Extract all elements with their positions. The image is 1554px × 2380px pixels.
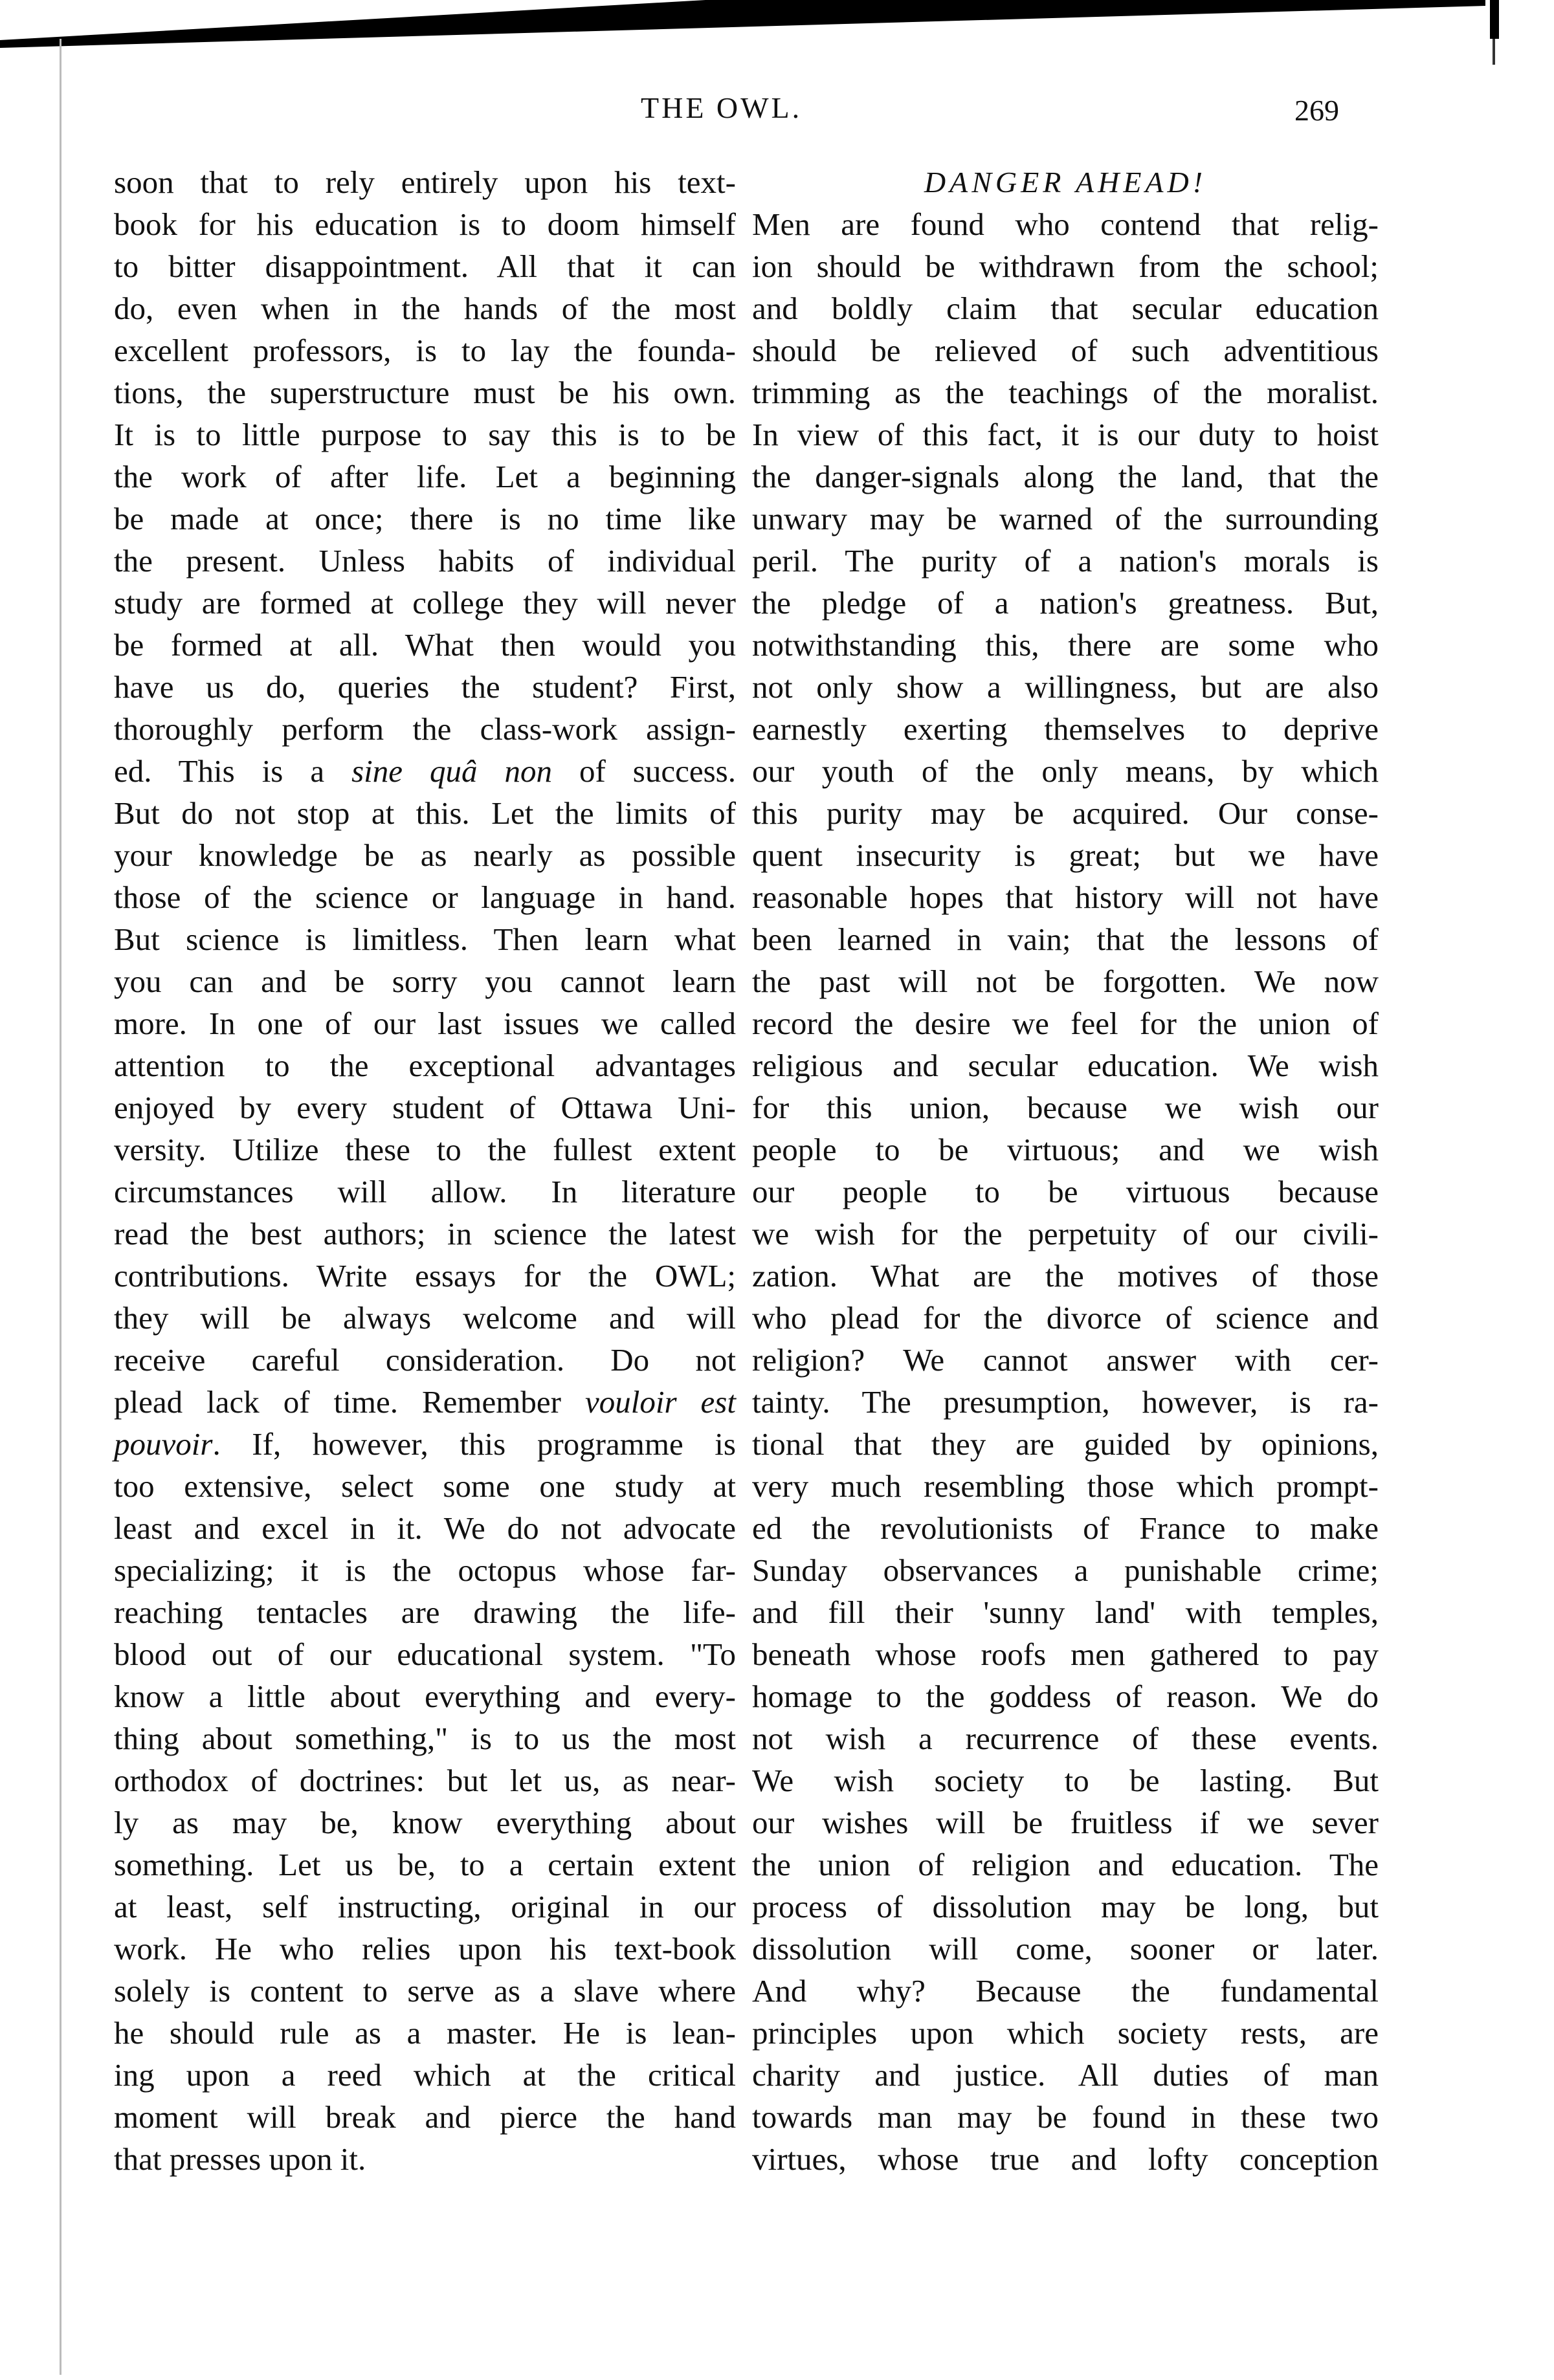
text-segment: orthodox of doctrines: but let us, as near-	[114, 1763, 736, 1798]
text-line	[752, 245, 1379, 287]
text-line	[752, 1591, 1379, 1633]
text-segment: contributions. Write essays for the OWL;	[114, 1258, 736, 1294]
text-segment: very much resembling those which prompt-	[752, 1468, 1379, 1504]
text-segment: to bitter disappointment. All that it can	[114, 248, 736, 284]
text-line	[752, 1002, 1379, 1044]
text-line	[752, 498, 1379, 540]
text-segment: And why? Because the fundamental	[752, 1973, 1379, 2009]
text-segment: ed. This is a	[114, 753, 352, 789]
text-line	[752, 1297, 1379, 1339]
text-line	[752, 960, 1379, 1002]
text-segment: moment will break and pierce the hand	[114, 2099, 736, 2135]
text-segment: something. Let us be, to a certain extent	[114, 1847, 736, 1882]
text-line	[752, 1507, 1379, 1549]
text-segment: peril. The purity of a nation's morals is	[752, 543, 1379, 578]
text-line	[114, 1086, 736, 1129]
text-line	[752, 1886, 1379, 1928]
text-line	[752, 371, 1379, 413]
text-line	[114, 1970, 736, 2012]
text-segment: versity. Utilize these to the fullest extent	[114, 1132, 736, 1167]
text-line	[114, 1549, 736, 1591]
text-segment: Men are found who contend that relig-	[752, 206, 1379, 242]
binding-edge-marks	[1489, 0, 1515, 71]
text-line	[114, 1255, 736, 1297]
text-line	[114, 2054, 736, 2096]
text-segment: trimming as the teachings of the moralist.	[752, 375, 1379, 410]
text-line	[752, 1255, 1379, 1297]
text-segment: the pledge of a nation's greatness. But,	[752, 585, 1379, 621]
text-segment: should be relieved of such adventitious	[752, 333, 1379, 368]
text-line	[114, 792, 736, 834]
text-segment: people to be virtuous; and we wish	[752, 1132, 1379, 1167]
text-line	[752, 708, 1379, 750]
text-line	[752, 413, 1379, 456]
left-column	[114, 161, 736, 2180]
text-line	[752, 1633, 1379, 1675]
text-segment: But science is limitless. Then learn what	[114, 921, 736, 957]
text-segment: least and excel in it. We do not advocate	[114, 1510, 736, 1546]
text-segment: religion? We cannot answer with cer-	[752, 1342, 1379, 1378]
text-line	[114, 1171, 736, 1213]
text-segment: your knowledge be as nearly as possible	[114, 837, 736, 873]
text-segment: the present. Unless habits of individual	[114, 543, 736, 578]
text-segment: study are formed at college they will never	[114, 585, 736, 621]
text-line	[752, 1129, 1379, 1171]
page-header	[0, 91, 1554, 129]
text-segment: tions, the superstructure must be his own.	[114, 375, 736, 410]
text-line	[114, 413, 736, 456]
text-line	[752, 1171, 1379, 1213]
text-segment: tional that they are guided by opinions,	[752, 1426, 1379, 1462]
text-line	[114, 1044, 736, 1086]
text-line	[114, 1129, 736, 1171]
text-segment: reasonable hopes that history will not have	[752, 879, 1379, 915]
text-segment: have us do, queries the student? First,	[114, 669, 736, 705]
text-segment: homage to the goddess of reason. We do	[752, 1679, 1379, 1714]
text-line	[752, 834, 1379, 876]
text-line	[114, 1002, 736, 1044]
text-line	[752, 750, 1379, 792]
text-segment: the danger-signals along the land, that the	[752, 459, 1379, 494]
text-line	[114, 287, 736, 329]
text-segment: our youth of the only means, by which	[752, 753, 1379, 789]
text-line	[752, 1339, 1379, 1381]
text-line	[752, 2054, 1379, 2096]
text-line	[752, 1086, 1379, 1129]
text-segment: soon that to rely entirely upon his text-	[114, 164, 736, 200]
text-line	[752, 1044, 1379, 1086]
text-line	[114, 918, 736, 960]
text-line	[114, 371, 736, 413]
text-line	[114, 203, 736, 245]
text-segment: earnestly exerting themselves to deprive	[752, 711, 1379, 747]
text-line	[114, 1465, 736, 1507]
text-line	[114, 708, 736, 750]
text-line	[114, 161, 736, 203]
text-segment: virtues, whose true and lofty conception	[752, 2141, 1379, 2177]
text-line	[114, 1717, 736, 1759]
text-line	[114, 1633, 736, 1675]
text-line	[752, 1802, 1379, 1844]
text-line	[752, 1970, 1379, 2012]
text-segment: ing upon a reed which at the critical	[114, 2057, 736, 2093]
text-segment: you can and be sorry you cannot learn	[114, 964, 736, 999]
text-segment: . If, however, this programme is	[212, 1426, 736, 1462]
text-segment: reaching tentacles are drawing the life-	[114, 1594, 736, 1630]
text-segment: and boldly claim that secular education	[752, 291, 1379, 326]
text-line	[114, 1675, 736, 1717]
italic-phrase: vouloir est	[584, 1384, 736, 1420]
text-line	[114, 1844, 736, 1886]
text-segment: of success.	[552, 753, 736, 789]
text-line	[752, 2138, 1379, 2180]
text-segment: record the desire we feel for the union of	[752, 1006, 1379, 1041]
text-segment: ly as may be, know everything about	[114, 1805, 736, 1840]
text-segment: he should rule as a master. He is lean-	[114, 2015, 736, 2051]
text-segment: process of dissolution may be long, but	[752, 1889, 1379, 1924]
text-segment: our wishes will be fruitless if we sever	[752, 1805, 1379, 1840]
text-segment: In view of this fact, it is our duty to hoist	[752, 417, 1379, 452]
text-segment: more. In one of our last issues we called	[114, 1006, 736, 1041]
text-line	[114, 1339, 736, 1381]
text-line	[114, 1381, 736, 1423]
text-line	[752, 582, 1379, 624]
text-segment: ed the revolutionists of France to make	[752, 1510, 1379, 1546]
text-line	[114, 1507, 736, 1549]
text-segment: at least, self instructing, original in our	[114, 1889, 736, 1924]
text-segment: religious and secular education. We wish	[752, 1048, 1379, 1083]
text-line	[114, 498, 736, 540]
text-segment: been learned in vain; that the lessons of	[752, 921, 1379, 957]
text-segment: they will be always welcome and will	[114, 1300, 736, 1336]
text-segment: be made at once; there is no time like	[114, 501, 736, 536]
text-line	[114, 1928, 736, 1970]
text-segment: attention to the exceptional advantages	[114, 1048, 736, 1083]
text-segment: book for his education is to doom himself	[114, 206, 736, 242]
text-line	[114, 329, 736, 371]
text-segment: notwithstanding this, there are some who	[752, 627, 1379, 663]
text-segment: Sunday observances a punishable crime;	[752, 1552, 1379, 1588]
text-segment: not only show a willingness, but are also	[752, 669, 1379, 705]
italic-phrase: sine quâ non	[351, 753, 552, 789]
text-segment: blood out of our educational system. "To	[114, 1636, 736, 1672]
text-line	[114, 2012, 736, 2054]
text-line	[114, 456, 736, 498]
text-line	[114, 666, 736, 708]
text-segment: the work of after life. Let a beginning	[114, 459, 736, 494]
text-segment: plead lack of time. Remember	[114, 1384, 585, 1420]
text-line	[114, 876, 736, 918]
text-segment: we wish for the perpetuity of our civili-	[752, 1216, 1379, 1251]
text-line	[752, 666, 1379, 708]
text-segment: know a little about everything and every-	[114, 1679, 736, 1714]
text-line	[114, 624, 736, 666]
text-line	[114, 1802, 736, 1844]
text-segment: It is to little purpose to say this is to be	[114, 417, 736, 452]
text-line	[114, 1759, 736, 1802]
text-line	[752, 1759, 1379, 1802]
text-segment: our people to be virtuous because	[752, 1174, 1379, 1209]
text-segment: thing about something," is to us the most	[114, 1721, 736, 1756]
article-title: DANGER AHEAD!	[924, 166, 1207, 199]
text-segment: dissolution will come, sooner or later.	[752, 1931, 1379, 1967]
text-line	[752, 1549, 1379, 1591]
text-segment: work. He who relies upon his text-book	[114, 1931, 736, 1967]
text-line	[114, 2138, 736, 2180]
text-line	[752, 876, 1379, 918]
text-segment: that presses upon it.	[114, 2141, 366, 2177]
text-segment: enjoyed by every student of Ottawa Uni-	[114, 1090, 736, 1125]
text-line	[114, 2096, 736, 2138]
text-segment: principles upon which society rests, are	[752, 2015, 1379, 2051]
text-segment: quent insecurity is great; but we have	[752, 837, 1379, 873]
text-line	[752, 2012, 1379, 2054]
text-line	[114, 245, 736, 287]
text-segment: the past will not be forgotten. We now	[752, 964, 1379, 999]
text-line	[752, 2096, 1379, 2138]
running-title: THE OWL.	[641, 91, 803, 124]
page-number: 269	[1294, 94, 1339, 127]
text-line	[752, 1844, 1379, 1886]
text-line	[114, 834, 736, 876]
text-segment: We wish society to be lasting. But	[752, 1763, 1379, 1798]
text-line	[752, 203, 1379, 245]
page-left-edge-line	[60, 39, 61, 2375]
text-line	[752, 456, 1379, 498]
text-line	[752, 1465, 1379, 1507]
text-segment: the union of religion and education. The	[752, 1847, 1379, 1882]
text-segment: excellent professors, is to lay the founda-	[114, 333, 736, 368]
text-segment: and fill their 'sunny land' with temples,	[752, 1594, 1379, 1630]
text-line	[752, 287, 1379, 329]
text-line	[114, 750, 736, 792]
text-segment: circumstances will allow. In literature	[114, 1174, 736, 1209]
text-line	[114, 1423, 736, 1465]
text-segment: thoroughly perform the class-work assign-	[114, 711, 736, 747]
text-line	[114, 1213, 736, 1255]
text-segment: be formed at all. What then would you	[114, 627, 736, 663]
text-line	[114, 1886, 736, 1928]
text-line	[752, 1423, 1379, 1465]
text-segment: tainty. The presumption, however, is ra-	[752, 1384, 1379, 1420]
text-segment: for this union, because we wish our	[752, 1090, 1379, 1125]
text-line	[752, 1717, 1379, 1759]
text-line	[752, 792, 1379, 834]
text-line	[752, 329, 1379, 371]
page-edge-shadow	[0, 0, 1554, 78]
text-segment: solely is content to serve as a slave where	[114, 1973, 736, 2009]
right-column	[752, 161, 1379, 2180]
italic-phrase: pouvoir	[114, 1426, 213, 1462]
text-segment: beneath whose roofs men gathered to pay	[752, 1636, 1379, 1672]
text-segment: unwary may be warned of the surrounding	[752, 501, 1379, 536]
text-line	[752, 1213, 1379, 1255]
text-segment: charity and justice. All duties of man	[752, 2057, 1379, 2093]
text-line	[752, 624, 1379, 666]
text-segment: who plead for the divorce of science and	[752, 1300, 1379, 1336]
text-line	[752, 1381, 1379, 1423]
text-line	[752, 1675, 1379, 1717]
text-segment: this purity may be acquired. Our conse-	[752, 795, 1379, 831]
text-segment: read the best authors; in science the latest	[114, 1216, 736, 1251]
text-line	[114, 582, 736, 624]
text-line	[114, 1297, 736, 1339]
text-segment: receive careful consideration. Do not	[114, 1342, 736, 1378]
text-line	[752, 918, 1379, 960]
text-line	[752, 540, 1379, 582]
text-line	[752, 1928, 1379, 1970]
text-segment: not wish a recurrence of these events.	[752, 1721, 1379, 1756]
text-line	[114, 960, 736, 1002]
text-segment: specializing; it is the octopus whose far-	[114, 1552, 736, 1588]
text-segment: towards man may be found in these two	[752, 2099, 1379, 2135]
text-segment: ion should be withdrawn from the school;	[752, 248, 1379, 284]
text-segment: too extensive, select some one study at	[114, 1468, 736, 1504]
text-segment: zation. What are the motives of those	[752, 1258, 1379, 1294]
text-line	[114, 1591, 736, 1633]
text-segment: But do not stop at this. Let the limits of	[114, 795, 736, 831]
text-line	[114, 540, 736, 582]
text-segment: those of the science or language in hand.	[114, 879, 736, 915]
text-segment: do, even when in the hands of the most	[114, 291, 736, 326]
